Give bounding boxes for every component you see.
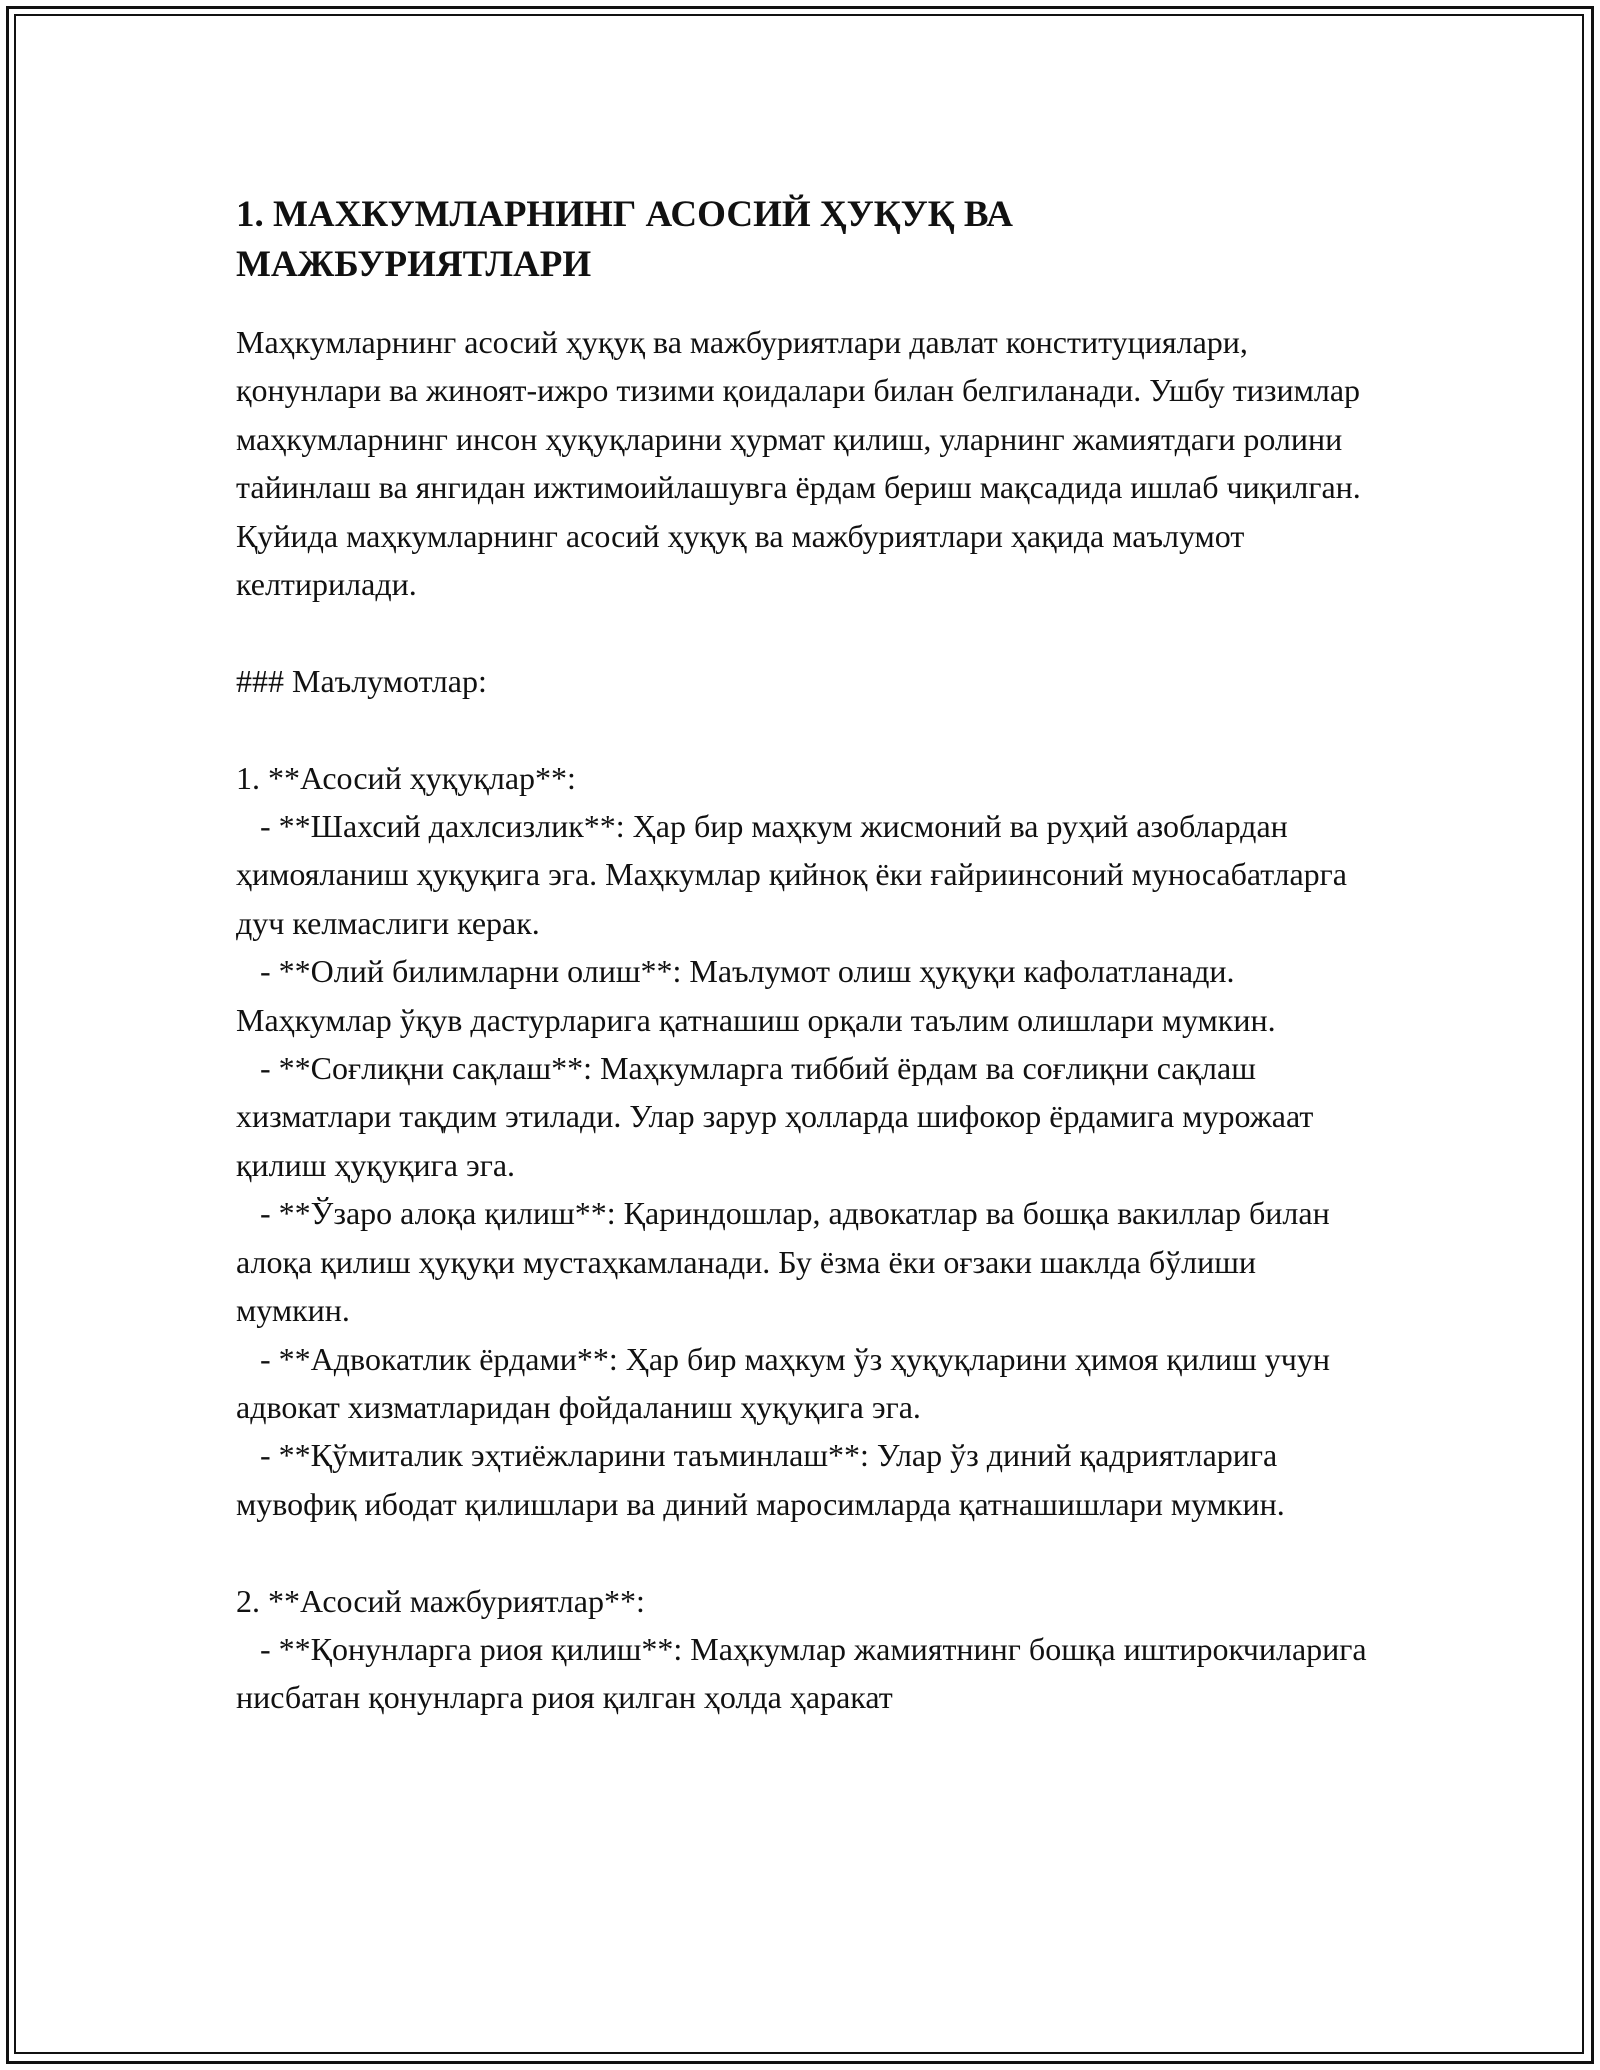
rights-list-heading: 1. **Асосий ҳуқуқлар**: (236, 759, 576, 796)
intro-paragraph: Маҳкумларнинг асосий ҳуқуқ ва мажбуриятлари давлат конституциялари, қонунлари ва жиноят-ижро тизими қоидалари билан белгиланади. Ушбу тизимлар маҳкумларнинг инсон ҳуқуқларини ҳурмат қилиш, уларнинг жамиятдаги ролини тайинлаш ва янгидан ижтимоийлашувга ёрдам бериш мақсадида ишлаб чиқилган. Қуйида маҳкумларнинг асосий ҳуқуқ ва мажбуриятлари ҳақида маълумот келтирилади. (236, 324, 1369, 603)
document-title (236, 190, 1376, 290)
spacer (236, 608, 1376, 656)
rights-item: - **Ўзаро алоқа қилиш**: Қариндошлар, адвокатлар ва бошқа вакиллар билан алоқа қилиш ҳуқуқи мустаҳкамланади. Бу ёзма ёки оғзаки шаклда бўлиши мумкин. (236, 1195, 1338, 1329)
duties-list-heading: 2. **Асосий мажбуриятлар**: (236, 1582, 645, 1619)
rights-item: - **Шахсий дахлсизлик**: Ҳар бир маҳкум жисмоний ва руҳий азоблардан ҳимояланиш ҳуқуқига эга. Маҳкумлар қийноқ ёки ғайриинсоний муносабатларга дуч келмаслиги керак. (236, 808, 1355, 941)
rights-item: - **Соғлиқни сақлаш**: Маҳкумларга тиббий ёрдам ва соғлиқни сақлаш хизматлари тақдим этилади. Улар зарур ҳолларда шифокор ёрдамига мурожаат қилиш ҳуқуқига эга. (236, 1050, 1322, 1183)
duties-item: - **Қонунларга риоя қилиш**: Маҳкумлар жамиятнинг бошқа иштирокчиларига нисбатан қонунларга риоя қилган ҳолда ҳаракат (236, 1630, 1375, 1716)
rights-item: - **Қўмиталик эҳтиёжларини таъминлаш**: Улар ўз диний қадриятларига мувофиқ ибодат қилишлари ва диний маросимларда қатнашишлари мумкин. (236, 1437, 1286, 1522)
title-line-2: МАЖБУРИЯТЛАРИ (236, 244, 592, 285)
document-body (236, 190, 1376, 1722)
spacer (236, 1528, 1376, 1576)
rights-item: - **Олий билимларни олиш**: Маълумот олиш ҳуқуқи кафолатланади. Маҳкумлар ўқув дастурларига қатнашиш орқали таълим олишлари мумкин. (236, 953, 1276, 1038)
title-line-1: 1. МАХКУМЛАРНИНГ АСОСИЙ ҲУҚУҚ ВА (236, 194, 1013, 235)
spacer (236, 705, 1376, 753)
rights-item: - **Адвокатлик ёрдами**: Ҳар бир маҳкум ўз ҳуқуқларини ҳимоя қилиш учун адвокат хизматларидан фойдаланиш ҳуқуқига эга. (236, 1340, 1338, 1425)
section-heading: ### Маълумотлар: (236, 662, 487, 699)
